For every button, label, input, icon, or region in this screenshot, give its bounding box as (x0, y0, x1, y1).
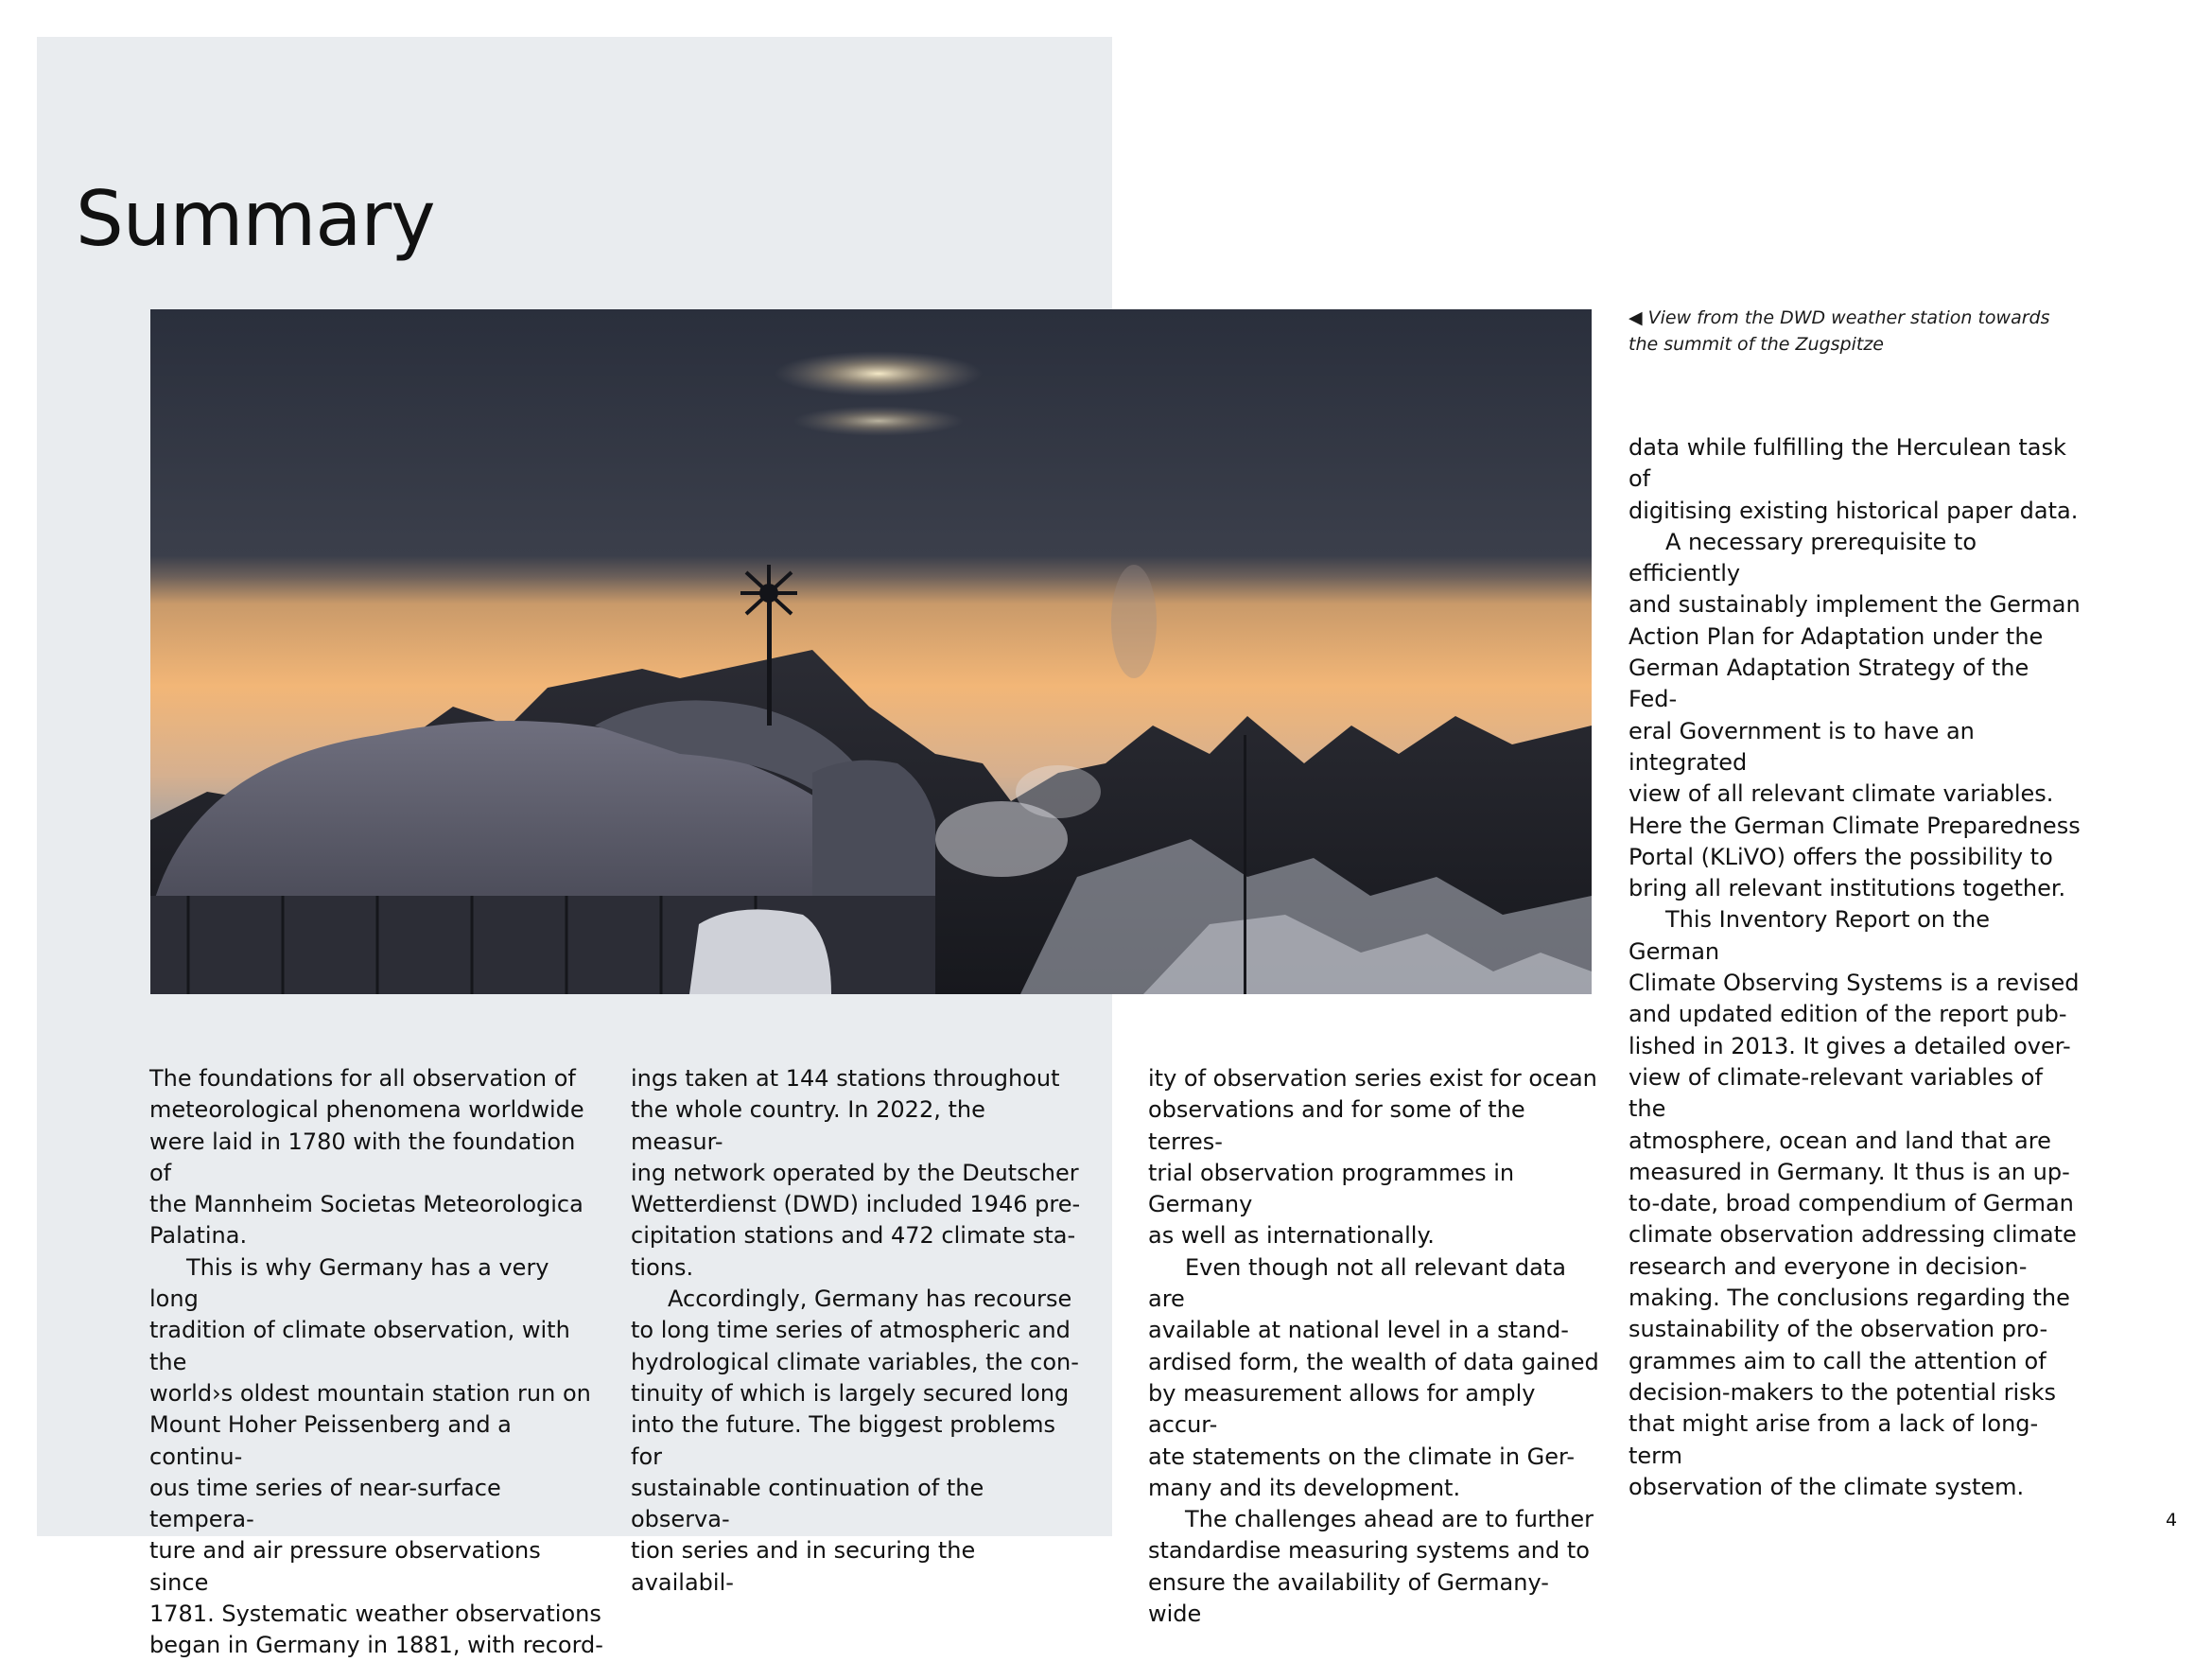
text-column-3 (1148, 1063, 1602, 1630)
text-column-2 (631, 1063, 1085, 1599)
caption-text: View from the DWD weather station towards the summit of the Zugspitze (1629, 307, 2050, 355)
zugspitze-photo (150, 309, 1592, 994)
photo-caption (1629, 305, 2073, 358)
page-title: Summary (76, 175, 435, 263)
paragraph: A necessary prerequisite to efficiently and sustainably implement the German Action Plan for Adaptation under the German Adaptation Strategy of the Fed- eral Government is to have an integrated view of all relevant climate variables. Here the German Climate Preparedness Portal (KLiVO) offers the possibility to bring all relevant institutions together. (1629, 528, 2081, 902)
paragraph: ity of observation series exist for ocean observations and for some of the terres- trial observation programmes in Germany as well as internationally. (1148, 1065, 1597, 1250)
text-column-1 (149, 1063, 603, 1662)
paragraph: This Inventory Report on the German Climate Observing Systems is a revised and updated edition of the report pub- lished in 2013. It gives a detailed over- view of climate-relevant variables of the atmosphere, ocean and land that are measured in Germany. It thus is an up- to-date, broad compendium of German climate observation addressing climate research and everyone in decision- making. The conclusions regarding the sustainability of the observation pro- grammes aim to call the attention of decision-makers to the potential risks that might arise from a lack of long-term observation of the climate system. (1629, 906, 2080, 1500)
paragraph: The foundations for all observation of meteorological phenomena worldwide were laid in 1780 with the foundation of the Mannheim Societas Meteorologica Palatina. (149, 1065, 584, 1250)
paragraph: The challenges ahead are to further standardise measuring systems and to ensure the availability of Germany-wide (1148, 1506, 1594, 1628)
page-number: 4 (2166, 1510, 2178, 1531)
paragraph: Even though not all relevant data are available at national level in a stand- ardised form, the wealth of data gained by measurement allows for amply accur- ate statements on the climate in Ger- many and its development. (1148, 1253, 1599, 1501)
text-column-4 (1629, 432, 2082, 1503)
paragraph: Accordingly, Germany has recourse to long time series of atmospheric and hydrological climate variables, the con- tinuity of which is largely secured long into the future. The biggest problems for sustainable continuation of the observa- tion series and in securing the availabil- (631, 1286, 1079, 1596)
paragraph: data while fulfilling the Herculean task of digitising existing historical paper data. (1629, 434, 2079, 524)
paragraph: ings taken at 144 stations throughout the whole country. In 2022, the measur- ing network operated by the Deutscher Wetterdienst (DWD) included 1946 pre- cipitation stations and 472 climate sta- tions. (631, 1065, 1081, 1281)
paragraph: This is why Germany has a very long tradition of climate observation, with the world›s oldest mountain station run on Mount Hoher Peissenberg and a continu- ous time series of near-surface tempera- ture and air pressure observations since 1781. Systematic weather observations began in Germany in 1881, with record- (149, 1253, 603, 1659)
caption-pointer-icon: ◀ (1629, 307, 1643, 328)
